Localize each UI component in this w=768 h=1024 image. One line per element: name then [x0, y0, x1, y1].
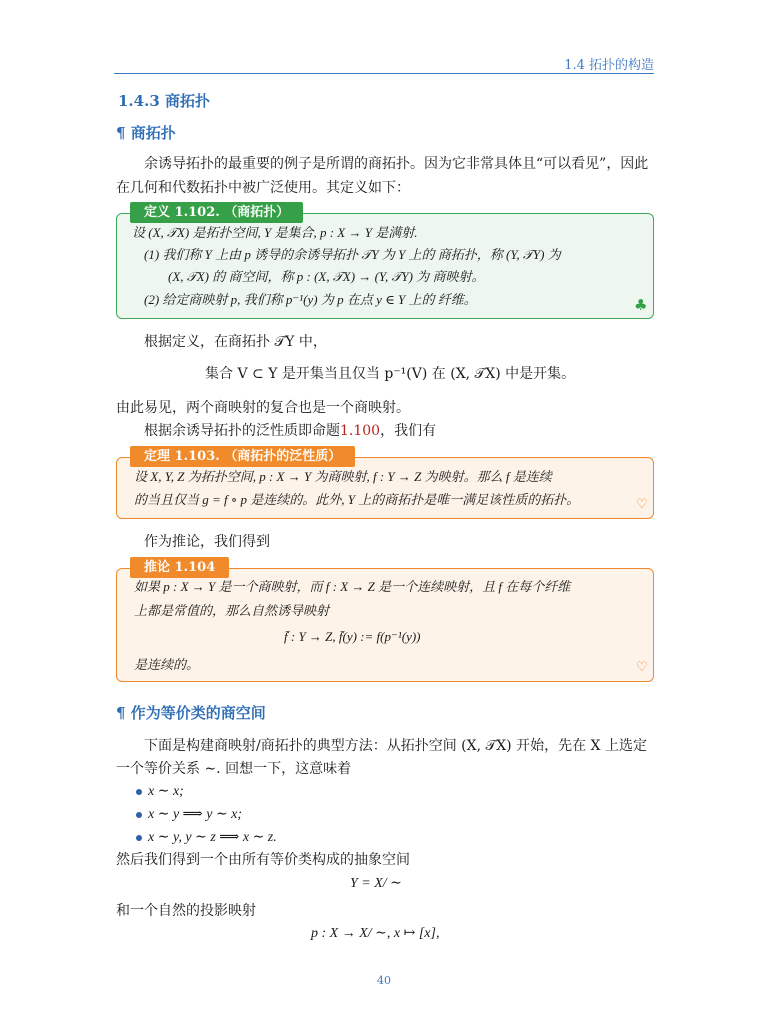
bullet-icon [136, 835, 142, 841]
definition-tag: 定义 1.102. （商拓扑） [130, 202, 303, 223]
section-heading: 1.4.3 商拓扑 [118, 92, 210, 110]
list-item [136, 803, 242, 827]
corollary-display: f̄ : Y → Z, f̄(y) := f(p⁻¹(y)) [284, 629, 421, 644]
intro-line-1: 余诱导拓扑的最重要的例子是所谓的商拓扑。因为它非常具体且“可以看见”，因此 [144, 156, 649, 172]
bullet-icon [136, 812, 142, 818]
display-projection-map: p : X → X/ ∼, x ↦ [x], [311, 926, 440, 941]
club-icon: ♣ [634, 296, 648, 314]
theorem-line-2: 的当且仅当 g = f ∘ p 是连续的。此外, Y 上的商拓扑是唯一满足该性质的拓扑。 [134, 492, 580, 507]
heart-icon: ♡ [636, 497, 648, 512]
bullet-text: x ∼ y, y ∼ z ⟹ x ∼ z. [148, 830, 277, 845]
display-quotient-space: Y = X/ ∼ [350, 876, 402, 891]
corollary-intro: 作为推论，我们得到 [144, 534, 270, 550]
running-header: 1.4 拓扑的构造 [564, 58, 654, 73]
proposition-ref-link[interactable]: 1.100 [340, 423, 381, 439]
equiv-line-2: 一个等价关系 ∼. 回想一下，这意味着 [116, 761, 352, 777]
heart-icon: ♡ [636, 660, 648, 675]
definition-item-2: (2) 给定商映射 p, 我们称 p⁻¹(y) 为 p 在点 y ∈ Y 上的 纤维。 [144, 292, 477, 307]
paragraph-heading-quotient: ¶ 商拓扑 [116, 124, 176, 142]
list-item [136, 826, 277, 850]
paragraph-heading-equivalence: ¶ 作为等价类的商空间 [116, 704, 266, 722]
theorem-line-1: 设 X, Y, Z 为拓扑空间, p : X → Y 为商映射, f : Y → Z 为映射。那么 f 是连续 [134, 469, 552, 484]
definition-item-1-cont: (X, 𝒯X) 的 商空间，称 p : (X, 𝒯X) → (Y, 𝒯Y) 为 商映射。 [168, 269, 485, 284]
after-def-line-3 [144, 419, 436, 443]
equiv-line-3: 然后我们得到一个由所有等价类构成的抽象空间 [116, 852, 410, 868]
definition-item-1: (1) 我们称 Y 上由 p 诱导的余诱导拓扑 𝒯Y 为 Y 上的 商拓扑，称 (Y, 𝒯Y) 为 [144, 247, 561, 262]
intro-line-2: 在几何和代数拓扑中被广泛使用。其定义如下： [116, 180, 410, 196]
definition-line-1: 设 (X, 𝒯X) 是拓扑空间, Y 是集合, p : X → Y 是满射. [132, 225, 418, 240]
theorem-tag: 定理 1.103. （商拓扑的泛性质） [130, 446, 355, 467]
page-number: 40 [377, 974, 391, 987]
bullet-text: x ∼ x; [148, 784, 184, 799]
after-def-line-3-pre: 根据余诱导拓扑的泛性质即命题 [144, 423, 340, 439]
corollary-tag: 推论 1.104 [130, 557, 229, 578]
bullet-text: x ∼ y ⟹ y ∼ x; [148, 807, 243, 822]
list-item [136, 780, 184, 804]
corollary-line-1: 如果 p : X → Y 是一个商映射，而 f : X → Z 是一个连续映射，且 f 在每个纤维 [134, 579, 571, 594]
equiv-line-4: 和一个自然的投影映射 [116, 903, 256, 919]
corollary-line-2: 上都是常值的，那么自然诱导映射 [134, 603, 330, 618]
corollary-line-3: 是连续的。 [134, 657, 200, 672]
display-open-set: 集合 V ⊂ Y 是开集当且仅当 p⁻¹(V) 在 (X, 𝒯X) 中是开集。 [205, 366, 576, 382]
after-def-line-2: 由此易见，两个商映射的复合也是一个商映射。 [116, 400, 410, 416]
equiv-line-1: 下面是构建商映射/商拓扑的典型方法：从拓扑空间 (X, 𝒯X) 开始，先在 X 上选定 [144, 738, 647, 754]
header-rule [114, 73, 654, 74]
after-def-line-3-post: ，我们有 [380, 423, 437, 439]
bullet-icon [136, 789, 142, 795]
after-def-line-1: 根据定义，在商拓扑 𝒯Y 中， [144, 334, 327, 350]
